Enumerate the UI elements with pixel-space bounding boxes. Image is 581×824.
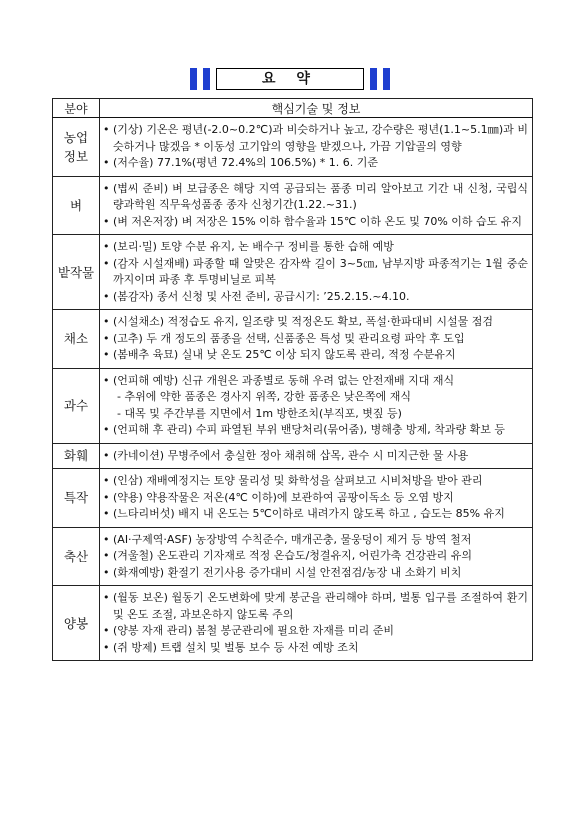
row-category: [53, 310, 100, 369]
row-content: [100, 235, 533, 310]
sub-item: - 추위에 약한 품종은 경사지 위쪽, 강한 품종은 낮은쪽에 재식: [117, 390, 411, 403]
row-category: [53, 586, 100, 661]
item-list: [103, 448, 528, 465]
row-content: [100, 527, 533, 586]
row-category-line: 특작: [63, 490, 89, 506]
bullet-item: • (겨울철) 온도관리 기자재로 적정 온습도/청결유지, 어린가축 건강관리 유의: [103, 548, 528, 565]
table-row: [53, 310, 533, 369]
bullet-item: • (언피해 후 관리) 수피 파열된 부위 밴당처리(묶어줌), 병해충 방제, 착과량 확보 등: [103, 422, 528, 439]
row-category-line: 축산: [63, 548, 89, 564]
bullet-item: • (AI·구제역·ASF) 농장방역 수칙준수, 매개곤충, 물웅덩이 제거 등 방역 철저: [103, 532, 528, 549]
row-content: [100, 176, 533, 235]
row-category-line: 화훼: [63, 448, 89, 464]
item-list: [103, 373, 528, 439]
row-category-line: 정보: [63, 148, 89, 164]
bullet-item: • (언피해 예방) 신규 개원은 과종별로 동해 우려 없는 안전재배 지대 재식: [103, 373, 528, 390]
bullet-item: • (약용) 약용작물은 저온(4℃ 이하)에 보관하여 곰팡이독소 등 오염 방지: [103, 490, 528, 507]
header-field: 분야: [53, 99, 100, 118]
bullet-item: • (봄배추 육묘) 실내 낮 온도 25℃ 이상 되지 않도록 관리, 적정 수분유지: [103, 347, 528, 364]
table-row: [53, 469, 533, 528]
bullet-item: • (인삼) 재배예정지는 토양 물리성 및 화학성을 살펴보고 시비처방을 받아 관리: [103, 473, 528, 490]
bullet-item: • (저수율) 77.1%(평년 72.4%의 106.5%) * 1. 6. 기준: [103, 155, 528, 172]
summary-table: [52, 98, 533, 661]
bullet-item: • (월동 보온) 월동기 온도변화에 맞게 봉군을 관리해야 하며, 벌통 입구를 조절하여 환기 및 온도 조절, 과보온하지 않도록 주의: [103, 590, 528, 623]
table-row: [53, 235, 533, 310]
row-category-line: 과수: [63, 398, 89, 413]
bullet-item: • (고추) 두 개 정도의 품종을 선택, 신품종은 특성 및 관리요령 파악 후 도입: [103, 331, 528, 348]
row-content: [100, 368, 533, 443]
bullet-item: • (벼 저온저장) 벼 저장은 15% 이하 함수율과 15℃ 이하 온도 및 70% 이하 습도 유지: [103, 214, 528, 231]
row-content: [100, 469, 533, 528]
summary-title-block: [0, 68, 581, 90]
bullet-item: • (봄감자) 종서 신청 및 사전 준비, 공급시기: ’25.2.15.~4.10.: [103, 289, 528, 306]
bullet-item: • (카네이션) 무병주에서 충실한 정아 채취해 삽목, 관수 시 미지근한 물 사용: [103, 448, 528, 465]
row-category: [53, 235, 100, 310]
row-category: [53, 527, 100, 586]
row-category-line: 벼: [69, 197, 83, 213]
row-category: [53, 469, 100, 528]
title-left-bar-outer: [190, 68, 197, 90]
title-right-bar-outer: [383, 68, 390, 90]
item-list: [103, 532, 528, 582]
item-list: [103, 181, 528, 231]
header-info: 핵심기술 및 정보: [100, 99, 533, 118]
table-header-row: [53, 99, 533, 118]
row-content: [100, 443, 533, 469]
row-category-line: 양봉: [63, 615, 89, 631]
bullet-item: • (볍씨 준비) 벼 보급종은 해당 지역 공급되는 품종 미리 알아보고 기간 내 신청, 국립식량과학원 직무육성품종 종자 신청기간(1.22.~31.): [103, 181, 528, 214]
title-left-bar-inner: [203, 68, 210, 90]
row-content: [100, 118, 533, 177]
table-row: [53, 443, 533, 469]
bullet-item: • (기상) 기온은 평년(-2.0~0.2℃)과 비슷하거나 높고, 강수량은 평년(1.1~5.1㎜)과 비슷하거나 많겠음 * 이동성 고기압의 영향을 받겠으나, 가끔 기압골의 영향: [103, 122, 528, 155]
row-category-line: 채소: [63, 331, 89, 347]
bullet-item: • (느타리버섯) 배지 내 온도는 5℃이하로 내려가지 않도록 하고 , 습도는 85% 유지: [103, 506, 528, 523]
row-category: [53, 443, 100, 469]
row-category: [53, 368, 100, 443]
summary-title: 요 약: [216, 68, 364, 90]
table-row: [53, 368, 533, 443]
table-row: [53, 586, 533, 661]
bullet-item: • (보리·밀) 토양 수분 유지, 논 배수구 정비를 통한 습해 예방: [103, 239, 528, 256]
table-row: [53, 176, 533, 235]
item-list: [103, 239, 528, 305]
row-category-line: 밭작물: [57, 264, 95, 280]
bullet-item: • (양봉 자재 관리) 봄철 봉군관리에 필요한 자재를 미리 준비: [103, 623, 528, 640]
row-category: [53, 118, 100, 177]
bullet-item: • (쥐 방제) 트랩 설치 및 벌통 보수 등 사전 예방 조치: [103, 640, 528, 657]
sub-item: - 대목 및 주간부를 지면에서 1m 방한조치(부직포, 볏짚 등): [117, 406, 402, 420]
bullet-item: • (화재예방) 환절기 전기사용 증가대비 시설 안전점검/농장 내 소화기 비치: [103, 565, 528, 582]
table-row: [53, 527, 533, 586]
table-row: [53, 118, 533, 177]
row-category: [53, 176, 100, 235]
item-list: [103, 122, 528, 172]
bullet-item: • (시설채소) 적정습도 유지, 일조량 및 적정온도 확보, 폭설·한파대비 시설물 점검: [103, 314, 528, 331]
item-list: [103, 314, 528, 364]
row-category-line: 농업: [63, 129, 89, 145]
item-list: [103, 473, 528, 523]
title-right-bar-inner: [370, 68, 377, 90]
bullet-item: • (감자 시설재배) 파종할 때 알맞은 감자싹 길이 3~5㎝, 남부지방 파종적기는 1월 중순까지이며 파종 후 투명비닐로 피복: [103, 256, 528, 289]
item-list: [103, 590, 528, 656]
row-content: [100, 586, 533, 661]
row-content: [100, 310, 533, 369]
